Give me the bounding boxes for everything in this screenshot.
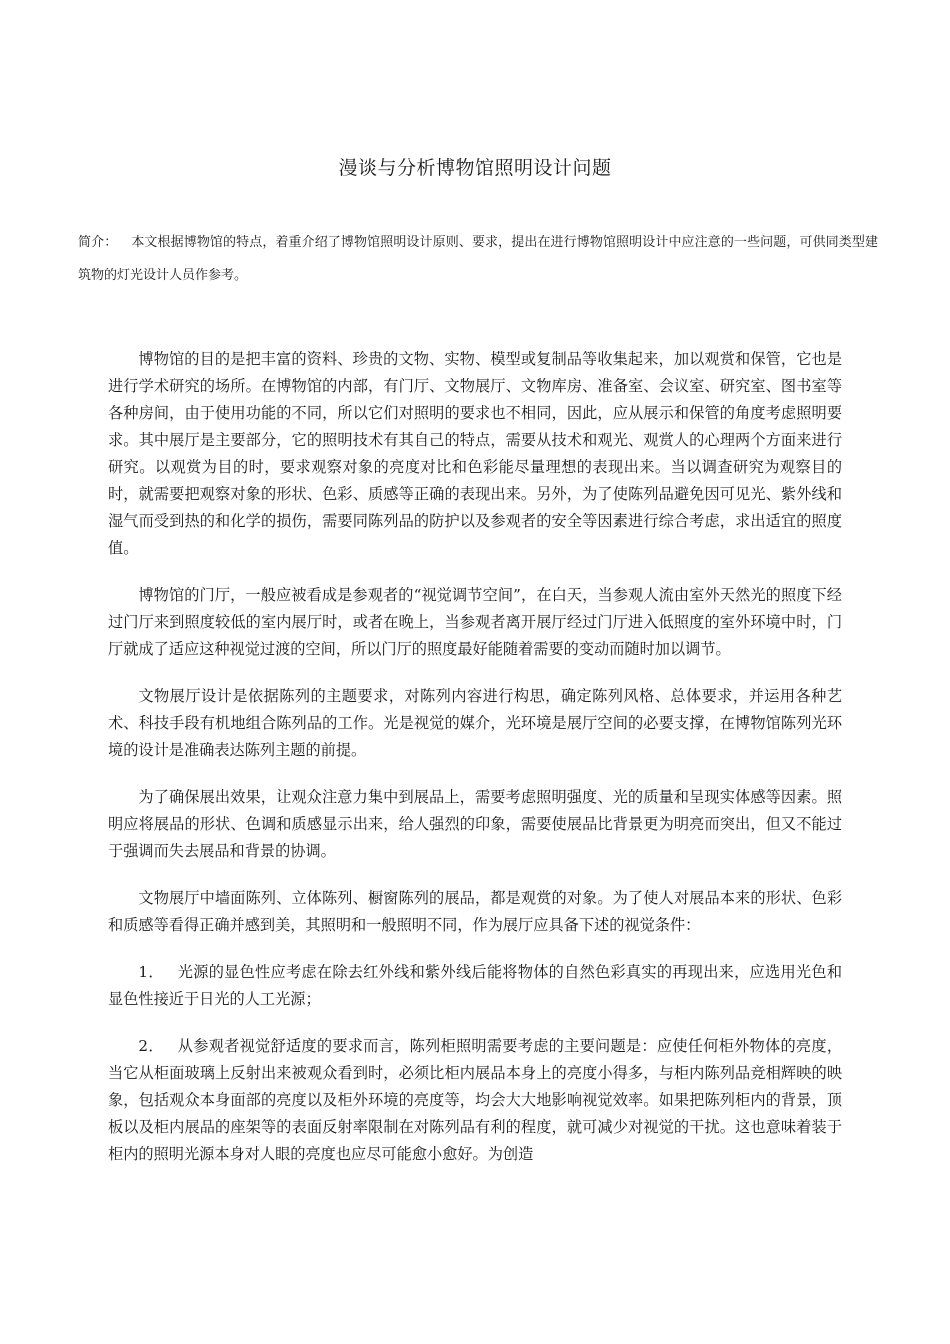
paragraph: 为了确保展出效果，让观众注意力集中到展品上，需要考虑照明强度、光的质量和呈现实体感等因素。照明应将展品的形状、色调和质感显示出来，给人强烈的印象，需要使展品比背景更为明亮而突出，但又不能过于强调而失去展品和背景的协调。 xyxy=(108,788,842,860)
abstract xyxy=(78,226,878,292)
list-item xyxy=(108,1033,842,1168)
paragraph: 文物展厅设计是依据陈列的主题要求，对陈列内容进行构思，确定陈列风格、总体要求，并运用各种艺术、科技手段有机地组合陈列品的工作。光是视觉的媒介，光环境是展厅空间的必要支撑，在博物馆陈列光环境的设计是准确表达陈列主题的前提。 xyxy=(108,687,842,759)
list-item-number: 2． xyxy=(138,1037,164,1055)
list-item-text: 从参观者视觉舒适度的要求而言，陈列柜照明需要考虑的主要问题是：应使任何柜外物体的亮度，当它从柜面玻璃上反射出来被观众看到时，必须比柜内展品本身上的亮度小得多，与柜内陈列品竞相辉映的映象，包括观众本身面部的亮度以及柜外环境的亮度等，均会大大地影响视觉效率。如果把陈列柜内的背景，顶板以及柜内展品的座架等的表面反射率限制在对陈列品有利的程度，就可减少对视觉的干扰。这也意味着装于柜内的照明光源本身对人眼的亮度也应尽可能愈小愈好。为创造 xyxy=(108,1037,842,1163)
body-text xyxy=(108,346,842,1188)
abstract-label: 简介： xyxy=(78,235,118,250)
list-item-text: 光源的显色性应考虑在除去红外线和紫外线后能将物体的自然色彩真实的再现出来，应选用光色和显色性接近于日光的人工光源； xyxy=(108,963,842,1008)
paragraph: 文物展厅中墙面陈列、立体陈列、橱窗陈列的展品，都是观赏的对象。为了使人对展品本来的形状、色彩和质感等看得正确并感到美，其照明和一般照明不同，作为展厅应具备下述的视觉条件： xyxy=(108,889,842,934)
list-item-number: 1． xyxy=(138,963,164,981)
document-title: 漫谈与分析博物馆照明设计问题 xyxy=(338,157,612,179)
paragraph: 博物馆的目的是把丰富的资料、珍贵的文物、实物、模型或复制品等收集起来，加以观赏和保管，它也是进行学术研究的场所。在博物馆的内部，有门厅、文物展厅、文物库房、准备室、会议室、研究室、图书室等各种房间，由于使用功能的不同，所以它们对照明的要求也不相同，因此，应从展示和保管的角度考虑照明要求。其中展厅是主要部分，它的照明技术有其自己的特点，需要从技术和观光、观赏人的心理两个方面来进行研究。以观赏为目的时，要求观察对象的亮度对比和色彩能尽量理想的表现出来。当以调查研究为观察目的时，就需要把观察对象的形状、色彩、质感等正确的表现出来。另外，为了使陈列品避免因可见光、紫外线和湿气而受到热的和化学的损伤，需要同陈列品的防护以及参观者的安全等因素进行综合考虑，求出适宜的照度值。 xyxy=(108,350,842,557)
list-item xyxy=(108,959,842,1013)
abstract-text: 本文根据博物馆的特点，着重介绍了博物馆照明设计原则、要求，提出在进行博物馆照明设计中应注意的一些问题，可供同类型建筑物的灯光设计人员作参考。 xyxy=(78,235,878,283)
paragraph: 博物馆的门厅，一般应被看成是参观者的“视觉调节空间”，在白天，当参观人流由室外天然光的照度下经过门厅来到照度较低的室内展厅时，或者在晚上，当参观者离开展厅经过门厅进入低照度的室外环境中时，门厅就成了适应这种视觉过渡的空间，所以门厅的照度最好能随着需要的变动而随时加以调节。 xyxy=(108,586,842,658)
